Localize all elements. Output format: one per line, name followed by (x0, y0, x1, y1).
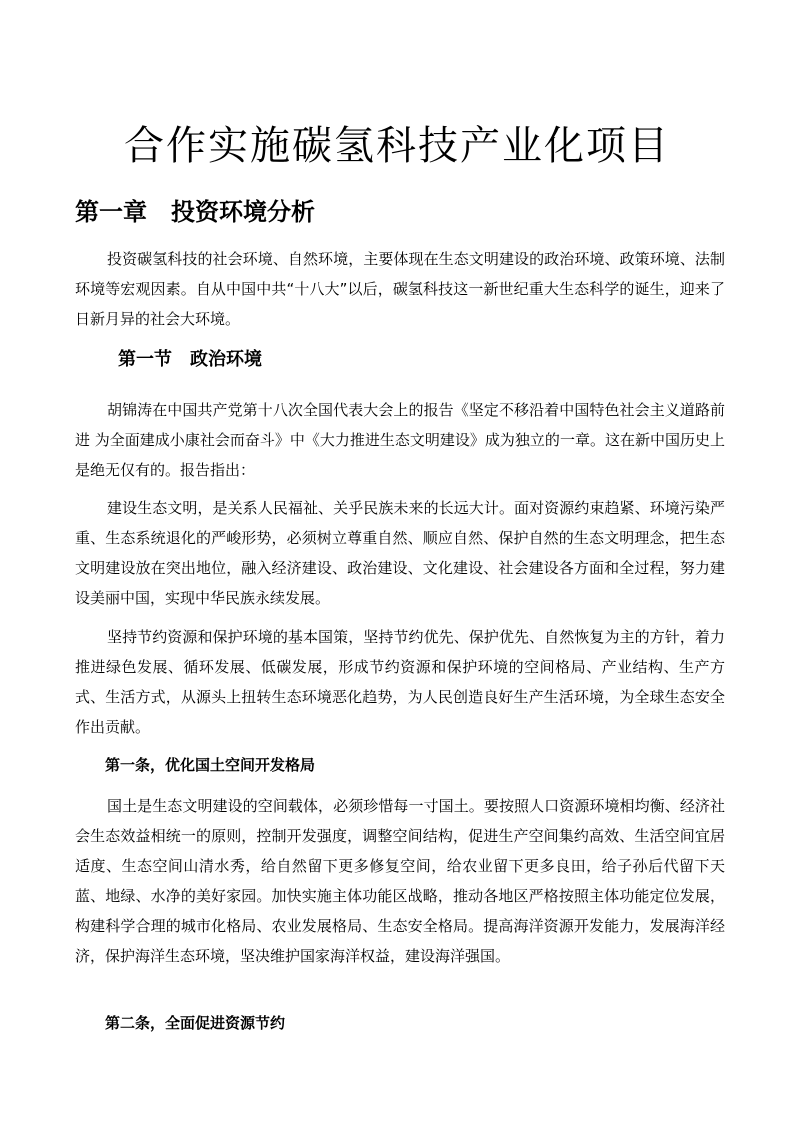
document-title: 合作实施碳氢科技产业化项目 (124, 123, 670, 169)
article-1-paragraph: 国土是生态文明建设的空间载体，必须珍惜每一寸国土。要按照人口资源环境相均衡、经济社会生态效益相统一的原则，控制开发强度，调整空间结构，促进生产空间集约高效、生活空间宜居适度、生态空间山清水秀，给自然留下更多修复空间，给农业留下更多良田，给子孙后代留下天蓝、地绿、水净的美好家园。加快实施主体功能区战略，推动各地区严格按照主体功能定位发展，构建科学合理的城市化格局、农业发展格局、生态安全格局。提高海洋资源开发能力，发展海洋经济，保护海洋生态环境，坚决维护国家海洋权益，建设海洋强国。 (75, 797, 725, 965)
section-heading: 第一节 政治环境 (118, 349, 262, 370)
report-quote-paragraph-2: 坚持节约资源和保护环境的基本国策，坚持节约优先、保护优先、自然恢复为主的方针，着力推进绿色发展、循环发展、低碳发展，形成节约资源和保护环境的空间格局、产业结构、生产方式、生活方式，从源头上扭转生态环境恶化趋势，为人民创造良好生产生活环境，为全球生态安全作出贡献。 (75, 628, 725, 736)
article-2-heading: 第二条，全面促进资源节约 (105, 1014, 286, 1032)
chapter-heading: 第一章 投资环境分析 (75, 197, 315, 226)
report-quote-paragraph-1: 建设生态文明，是关系人民福祉、关乎民族未来的长远大计。面对资源约束趋紧、环境污染严重、生态系统退化的严峻形势，必须树立尊重自然、顺应自然、保护自然的生态文明理念，把生态文明建设放在突出地位，融入经济建设、政治建设、文化建设、社会建设各方面和全过程，努力建设美丽中国，实现中华民族永续发展。 (75, 499, 725, 607)
article-1-heading: 第一条，优化国土空间开发格局 (105, 756, 316, 774)
report-intro-paragraph: 胡锦涛在中国共产党第十八次全国代表大会上的报告《坚定不移沿着中国特色社会主义道路前进 为全面建成小康社会而奋斗》中《大力推进生态文明建设》成为独立的一章。这在新中国历史上是绝无仅有的。报告指出： (75, 401, 725, 479)
intro-paragraph: 投资碳氢科技的社会环境、自然环境，主要体现在生态文明建设的政治环境、政策环境、法制环境等宏观因素。自从中国中共“十八大”以后，碳氢科技这一新世纪重大生态科学的诞生，迎来了日新月异的社会大环境。 (75, 250, 725, 328)
